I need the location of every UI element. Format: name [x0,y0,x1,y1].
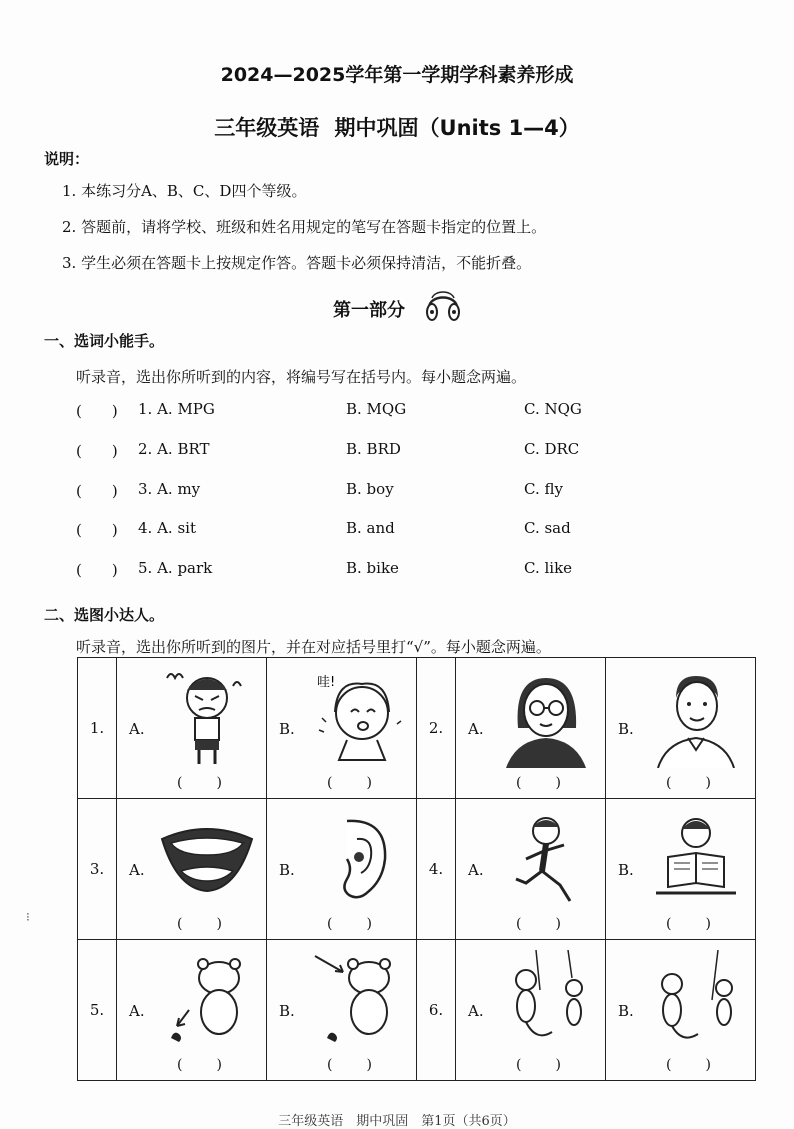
item-number: 5. [78,940,117,1081]
option-c: C. DRC [524,440,580,458]
answer-blank[interactable]: ( ) [666,916,713,932]
picture-option[interactable] [117,658,267,799]
option-b: B. boy [346,480,394,498]
bear-and-cat-illustration [157,950,257,1050]
headphone-icon [423,284,463,324]
option-b: B. bike [346,559,399,577]
option-c: C. like [524,559,573,577]
section2-heading: 二、选图小达人。 [44,606,165,624]
exam-title: 2024—2025学年第一学期学科素养形成 [220,64,574,86]
answer-blank[interactable]: ( ) [327,1057,374,1073]
answer-blank[interactable]: ( ) [516,775,563,791]
option-label: A. [468,720,484,738]
option-label: B. [279,861,295,879]
picture-option[interactable] [267,940,417,1081]
option-c: C. NQG [524,400,582,418]
option-label: A. [129,720,145,738]
question-row [76,480,636,502]
option-b: B. MQG [346,400,407,418]
section1-instruction: 听录音，选出你所听到的内容，将编号写在括号内。每小题念两遍。 [76,368,527,386]
reading-boy-illustration [646,809,746,909]
answer-blank[interactable]: ( ) [76,561,118,579]
page-footer: 三年级英语 期中巩固 第1页（共6页） [278,1114,516,1129]
item-number: 3. [78,799,117,940]
option-b: B. BRD [346,440,401,458]
answer-blank[interactable]: ( ) [327,775,374,791]
option-a: 5. A. park [138,559,213,577]
section1-heading: 一、选词小能手。 [44,332,165,350]
picture-option[interactable] [117,940,267,1081]
option-label: B. [279,1002,295,1020]
answer-blank[interactable]: ( ) [516,916,563,932]
question-row [76,440,636,462]
answer-blank[interactable]: ( ) [327,916,374,932]
option-c: C. sad [524,519,571,537]
question-row [76,519,636,541]
option-label: A. [468,1002,484,1020]
note-item: 1. 本练习分A、B、C、D四个等级。 [62,182,307,200]
option-a: 3. A. my [138,480,201,498]
man-illustration [646,668,746,768]
angry-boy-illustration [157,668,257,768]
part-title: 第一部分 [333,300,405,321]
answer-blank[interactable]: ( ) [177,916,224,932]
notes-label: 说明： [44,150,90,168]
margin-mark: ⁝ [26,910,30,924]
answer-blank[interactable]: ( ) [516,1057,563,1073]
answer-blank[interactable]: ( ) [76,402,118,420]
option-b: B. and [346,519,395,537]
option-c: C. fly [524,480,563,498]
exam-subtitle [0,112,794,142]
answer-blank[interactable]: ( ) [76,521,118,539]
subtitle-subject: 三年级英语 [214,116,320,140]
item-number: 4. [417,799,456,940]
answer-blank[interactable]: ( ) [76,482,118,500]
item-number: 6. [417,940,456,1081]
subtitle-units: 期中巩固（Units 1—4） [334,116,580,140]
option-a: 4. A. sit [138,519,196,537]
answer-blank[interactable]: ( ) [177,1057,224,1073]
surprised-girl-illustration [307,668,407,768]
picture-option[interactable] [267,799,417,940]
option-label: A. [129,861,145,879]
picture-option[interactable] [456,799,606,940]
picture-option[interactable] [606,940,756,1081]
section2-instruction: 听录音，选出你所听到的图片，并在对应括号里打“√”。每小题念两遍。 [76,638,551,656]
picture-option[interactable] [456,658,606,799]
option-label: A. [468,861,484,879]
item-number: 1. [78,658,117,799]
option-label: B. [618,861,634,879]
question-row [76,400,636,422]
answer-blank[interactable]: ( ) [76,442,118,460]
monkeys-illustration [646,950,746,1050]
option-label: B. [279,720,295,738]
picture-option[interactable] [267,658,417,799]
mouth-illustration [157,809,257,909]
answer-blank[interactable]: ( ) [666,1057,713,1073]
picture-option[interactable] [606,658,756,799]
option-a: 1. A. MPG [138,400,215,418]
answer-blank[interactable]: ( ) [666,775,713,791]
item-number: 2. [417,658,456,799]
bear-and-cat-illustration [307,950,407,1050]
speech-text: 哇! [317,675,336,690]
question-row [76,559,636,581]
running-boy-illustration [496,809,596,909]
option-a: 2. A. BRT [138,440,210,458]
monkeys-illustration [496,950,596,1050]
picture-grid [77,657,756,1081]
option-label: B. [618,720,634,738]
picture-option[interactable] [606,799,756,940]
answer-blank[interactable]: ( ) [177,775,224,791]
option-label: B. [618,1002,634,1020]
note-item: 3. 学生必须在答题卡上按规定作答。答题卡必须保持清洁，不能折叠。 [62,254,532,272]
woman-with-glasses-illustration [496,668,596,768]
option-label: A. [129,1002,145,1020]
ear-illustration [307,809,407,909]
note-item: 2. 答题前，请将学校、班级和姓名用规定的笔写在答题卡指定的位置上。 [62,218,547,236]
picture-option[interactable] [117,799,267,940]
picture-option[interactable] [456,940,606,1081]
